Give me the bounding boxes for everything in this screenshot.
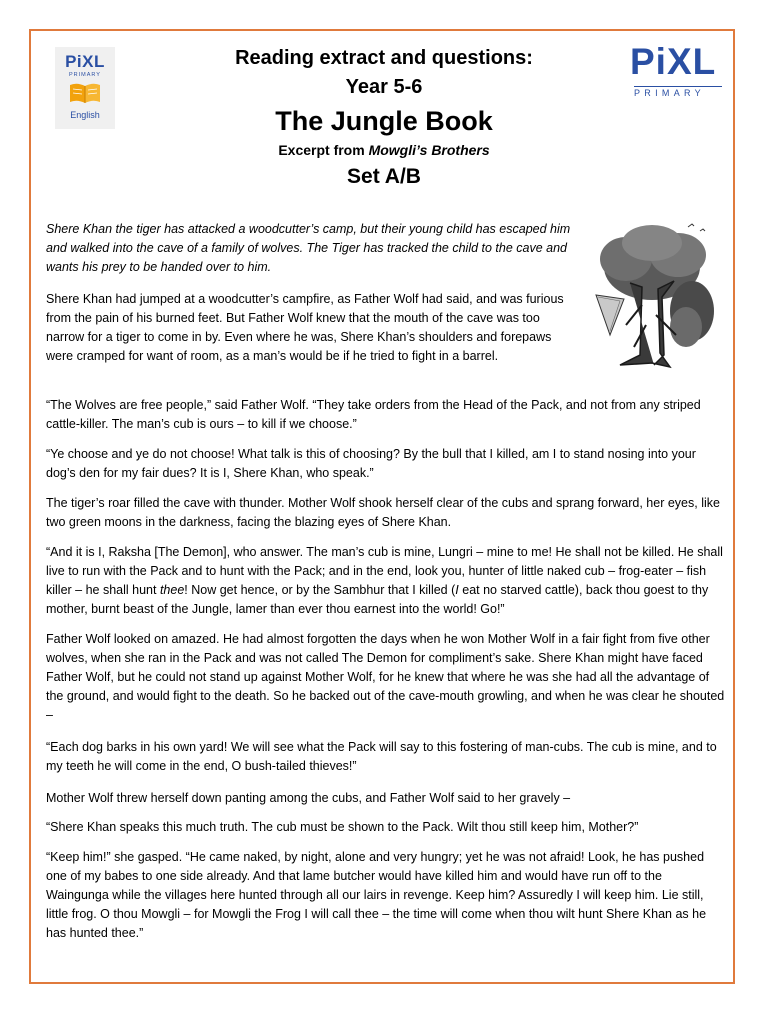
excerpt-prefix: Excerpt from [278,142,369,158]
story-paragraph: Mother Wolf threw herself down panting among the cubs, and Father Wolf said to her gravely – [46,791,571,805]
story-paragraph: “Shere Khan speaks this much truth. The cub must be shown to the Pack. Wilt thou still keep him, Mother?” [46,820,639,834]
intro-paragraph: Shere Khan the tiger has attacked a woodcutter’s camp, but their young child has escaped him and walked into the cave of a family of wolves. The Tiger has tracked the child to the cave and wants his prey to be handed over to him. [46,222,571,274]
pixl-primary-logo [630,42,726,100]
logo-sub-text: PRIMARY [634,88,705,98]
excerpt-source [160,142,608,158]
logo-brand-text: PiXL [630,41,717,82]
year-group: Year 5-6 [345,76,423,98]
story-paragraph: Father Wolf looked on amazed. He had almost forgotten the days when he won Mother Wolf in a fair fight from five other wolves, when she ran in the Pack and was not called The Demon for compliment’s sake. Shere Khan might have faced Father Wolf, but he could not stand up against Mother Wolf, for he knew that where he was she had all the advantage of the ground, and would fight to the death. So he backed out of the cave-mouth growling, and when he was clear he shouted – [46,632,725,722]
story-paragraph: “Ye choose and ye do not choose! What talk is this of choosing? By the bull that I killed, am I to stand nosing into your dog’s den for my fair dues? It is I, Shere Khan, who speak.” [46,447,696,480]
open-book-icon [69,82,101,104]
story-paragraph: “The Wolves are free people,” said Father Wolf. “They take orders from the Head of the Pack, and not from any striped cattle-killer. The man’s cub is ours – to kill if we choose.” [46,398,701,431]
excerpt-chapter: Mowgli’s Brothers [368,142,490,158]
emphasis-text: thee [159,583,185,597]
story-paragraph: “Keep him!” she gasped. “He came naked, by night, alone and very hungry; yet he was not afraid! Look, he has pushed one of my babes to one side already. And that lame butcher would have killed him and would have run off to the Waingunga while the villages here hunted through all our lairs in revenge. Keep him? Assuredly I will keep him. Lie still, little frog. O thou Mowgli – for Mowgli the Frog I will call thee – the time will come when thou wilt hunt Shere Khan as he has hunted thee.” [46,850,707,940]
story-paragraph: The tiger’s roar filled the cave with thunder. Mother Wolf shook herself clear of the cubs and sprang forward, her eyes, like two green moons in the darkness, facing the blazing eyes of Shere Khan. [46,496,720,529]
logo-sub-text: PRIMARY [69,72,101,78]
worksheet-title: Reading extract and questions: [235,47,533,69]
emphasis-text: I [455,583,459,597]
book-title: The Jungle Book [275,106,493,136]
pixl-english-logo [55,47,115,129]
story-paragraph: Shere Khan had jumped at a woodcutter’s campfire, as Father Wolf had said, and was furious from the pain of his burned feet. But Father Wolf knew that the mouth of the cave was too narrow for a tiger to come in by. Even where he was, Shere Khan’s shoulders and forepaws were cramped for want of room, as a man’s would be if he tried to fight in a barrel. [46,292,564,363]
set-label: Set A/B [347,165,421,188]
story-paragraph: “Each dog barks in his own yard! We will see what the Pack will say to this fostering of man-cubs. The cub is mine, and to my teeth he will come in the end, O bush-tailed thieves!” [46,740,717,773]
raksha-speech-paragraph [46,543,726,619]
speech-text: eat no starved cattle), back thou goest to thy mother, burnt beast of the Jungle, lamer than ever thou earnest into the world! Go!” [46,583,709,616]
logo-brand-text: PiXL [65,52,105,71]
logo-divider [634,86,722,87]
speech-text: “And it is I, Raksha [The Demon], who answer. The man’s cub is mine, Lungri – mine to me! He shall not be killed. He shall live to run with the Pack and to hunt with the Pack; and in the end, look you, hunter of little naked cub – frog-eater – fish killer – he shall hunt [46,545,723,597]
speech-text: ! Now get hence, or by the Sambhur that I killed ( [184,583,456,597]
logo-subject-text: English [70,110,100,120]
tree-illustration [590,215,720,370]
